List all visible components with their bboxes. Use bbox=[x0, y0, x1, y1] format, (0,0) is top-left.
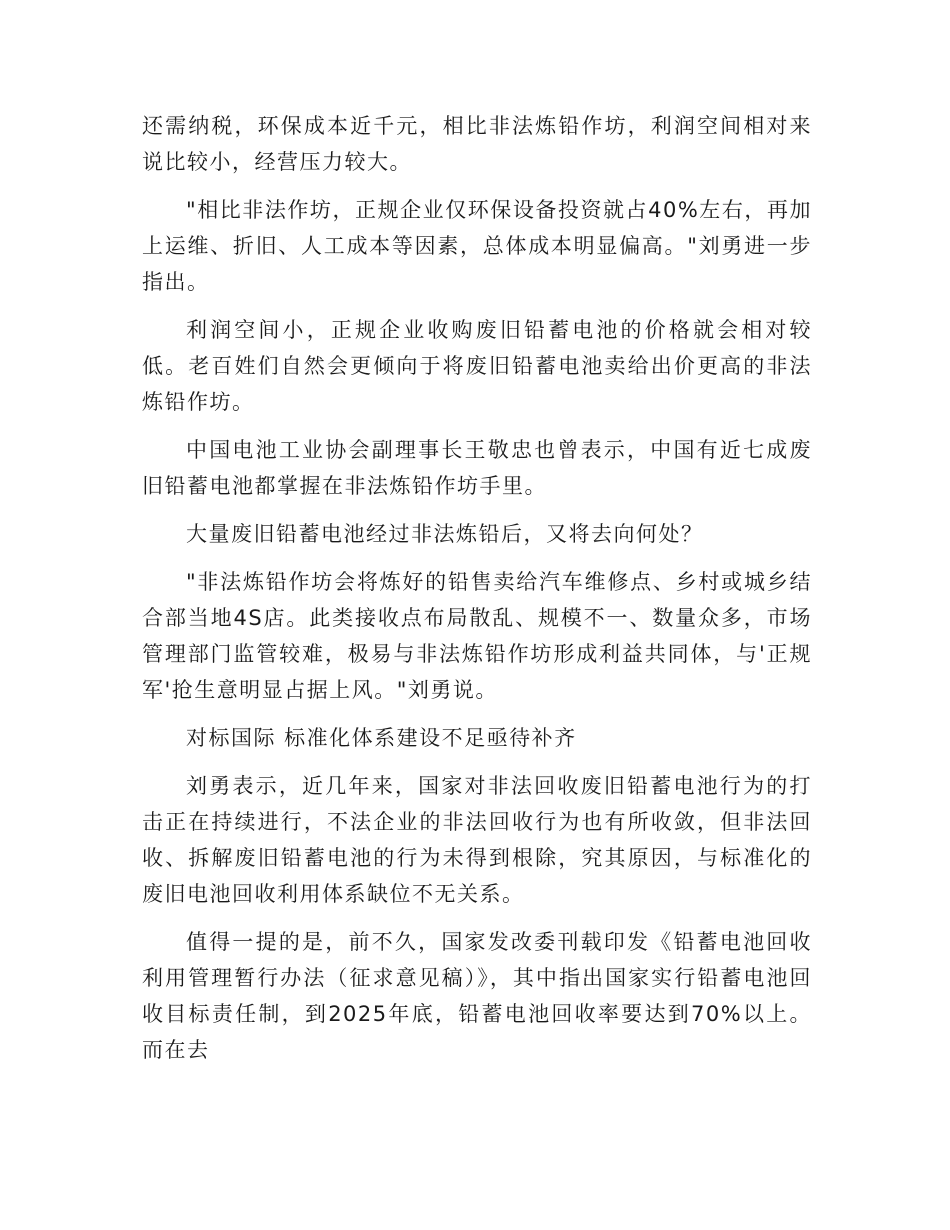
section-heading: 对标国际 标准化体系建设不足亟待补齐 bbox=[186, 726, 577, 750]
paragraph-crackdown: 刘勇表示，近几年来，国家对非法回收废旧铅蓄电池行为的打击正在持续进行，不法企业的非法回收行为也有所收敛，但非法回收、拆解废旧铅蓄电池的行为未得到根除，究其原因，与标准化的废旧电池回收利用体系缺位不无关系。 bbox=[142, 774, 812, 906]
paragraph-continuation: 还需纳税，环保成本近千元，相比非法炼铅作坊，利润空间相对来说比较小，经营压力较大。 bbox=[142, 114, 812, 174]
paragraph-quote-cost: "相比非法作坊，正规企业仅环保设备投资就占40%左右，再加上运维、折旧、人工成本等因素，总体成本明显偏高。"刘勇进一步指出。 bbox=[142, 198, 812, 294]
paragraph-quote-dealers: "非法炼铅作坊会将炼好的铅售卖给汽车维修点、乡村或城乡结合部当地4S店。此类接收点布局散乱、规模不一、数量众多，市场管理部门监管较难，极易与非法炼铅作坊形成利益共同体，与'正规军'抢生意明显占据上风。"刘勇说。 bbox=[142, 570, 812, 702]
paragraph-policy: 值得一提的是，前不久，国家发改委刊载印发《铅蓄电池回收利用管理暂行办法（征求意见稿）》，其中指出国家实行铅蓄电池回收目标责任制，到2025年底，铅蓄电池回收率要达到70%以上。而在去 bbox=[142, 930, 812, 1062]
paragraph-profit: 利润空间小，正规企业收购废旧铅蓄电池的价格就会相对较低。老百姓们自然会更倾向于将废旧铅蓄电池卖给出价更高的非法炼铅作坊。 bbox=[142, 318, 812, 414]
paragraph-association: 中国电池工业协会副理事长王敬忠也曾表示，中国有近七成废旧铅蓄电池都掌握在非法炼铅作坊手里。 bbox=[142, 438, 812, 498]
article-body bbox=[142, 108, 812, 1080]
paragraph-question: 大量废旧铅蓄电池经过非法炼铅后，又将去向何处？ bbox=[186, 522, 704, 546]
